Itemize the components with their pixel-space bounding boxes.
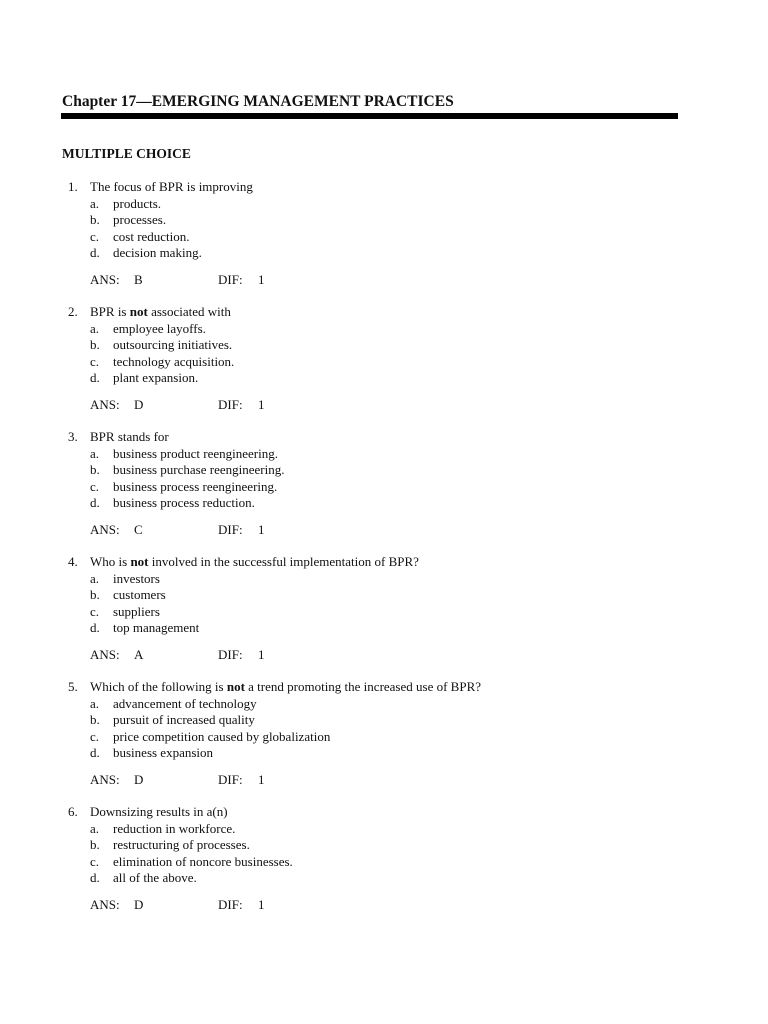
option-text: business purchase reengineering. <box>113 462 285 477</box>
answer-option <box>0 870 768 887</box>
option-text: business process reengineering. <box>113 478 278 494</box>
answer-key-row <box>0 272 768 289</box>
answer-option <box>0 321 768 338</box>
answer-value: B <box>134 271 143 287</box>
question-line <box>0 554 768 571</box>
answer-option <box>0 212 768 229</box>
question-item <box>0 679 768 804</box>
answer-option <box>0 245 768 262</box>
option-text: products. <box>113 195 162 211</box>
answer-value: D <box>134 771 144 787</box>
option-text: pursuit of increased quality <box>113 712 255 727</box>
option-text: all of the above. <box>113 870 197 885</box>
option-text: decision making. <box>113 245 202 260</box>
answer-label: ANS: <box>90 771 120 787</box>
answer-label: ANS: <box>90 521 120 537</box>
answer-key-row <box>0 397 768 414</box>
question-stem <box>90 304 231 321</box>
answer-option <box>0 620 768 637</box>
question-line <box>0 429 768 446</box>
stem-text: involved in the successful implementation of BPR? <box>148 554 419 569</box>
answer-value: D <box>134 896 144 912</box>
difficulty-value: 1 <box>258 396 265 412</box>
difficulty-label: DIF: <box>218 896 243 912</box>
stem-emphasis: not <box>130 554 149 569</box>
answer-option <box>0 604 768 621</box>
answer-option <box>0 229 768 246</box>
option-text: elimination of noncore businesses. <box>113 853 293 869</box>
option-letter: b. <box>90 337 100 352</box>
question-stem <box>90 679 481 696</box>
difficulty-value: 1 <box>258 521 265 537</box>
answer-option <box>0 354 768 371</box>
option-letter: d. <box>90 870 100 885</box>
question-list <box>0 179 768 929</box>
option-letter: b. <box>90 462 100 477</box>
answer-key-row <box>0 897 768 914</box>
answer-label: ANS: <box>90 396 120 412</box>
question-number: 2. <box>68 304 78 319</box>
answer-option <box>0 462 768 479</box>
question-line <box>0 304 768 321</box>
option-letter: c. <box>90 853 100 869</box>
answer-key-row <box>0 647 768 664</box>
option-letter: b. <box>90 587 100 602</box>
question-number: 3. <box>68 429 78 444</box>
option-letter: a. <box>90 695 100 711</box>
question-line <box>0 179 768 196</box>
option-text: top management <box>113 620 200 635</box>
answer-option <box>0 837 768 854</box>
question-number: 4. <box>68 554 78 569</box>
difficulty-value: 1 <box>258 646 265 662</box>
option-text: customers <box>113 587 166 602</box>
stem-text: The focus of BPR is improving <box>90 179 253 194</box>
option-letter: d. <box>90 745 100 760</box>
option-letter: b. <box>90 212 100 227</box>
section-heading: MULTIPLE CHOICE <box>62 146 191 161</box>
option-letter: d. <box>90 495 100 510</box>
title-rule <box>61 113 678 119</box>
question-line <box>0 804 768 821</box>
option-letter: b. <box>90 712 100 727</box>
stem-text: Who is <box>90 554 131 569</box>
option-text: business process reduction. <box>113 495 255 510</box>
question-stem <box>90 804 228 821</box>
difficulty-value: 1 <box>258 271 265 287</box>
answer-value: C <box>134 521 143 537</box>
answer-key-row <box>0 522 768 539</box>
stem-text: Which of the following is <box>90 679 227 694</box>
option-letter: c. <box>90 728 100 744</box>
option-text: outsourcing initiatives. <box>113 337 233 352</box>
answer-option <box>0 337 768 354</box>
question-stem <box>90 554 419 571</box>
answer-option <box>0 479 768 496</box>
question-line <box>0 679 768 696</box>
answer-option <box>0 854 768 871</box>
option-letter: c. <box>90 353 100 369</box>
stem-text: a trend promoting the increased use of BPR? <box>244 679 482 694</box>
option-text: restructuring of processes. <box>113 837 250 852</box>
answer-option <box>0 446 768 463</box>
question-item <box>0 304 768 429</box>
chapter-title: Chapter 17—EMERGING MANAGEMENT PRACTICES <box>62 93 454 110</box>
stem-text: associated with <box>147 304 231 319</box>
answer-value: D <box>134 396 144 412</box>
option-letter: a. <box>90 820 100 836</box>
question-item <box>0 429 768 554</box>
difficulty-label: DIF: <box>218 396 243 412</box>
answer-option <box>0 745 768 762</box>
answer-option <box>0 370 768 387</box>
answer-option <box>0 821 768 838</box>
question-stem <box>90 429 169 446</box>
option-letter: a. <box>90 320 100 336</box>
question-item <box>0 554 768 679</box>
option-letter: b. <box>90 837 100 852</box>
option-letter: c. <box>90 603 100 619</box>
question-number: 1. <box>68 179 78 194</box>
difficulty-value: 1 <box>258 896 265 912</box>
difficulty-label: DIF: <box>218 646 243 662</box>
answer-option <box>0 696 768 713</box>
answer-label: ANS: <box>90 271 120 287</box>
answer-option <box>0 495 768 512</box>
option-text: plant expansion. <box>113 370 199 385</box>
option-letter: d. <box>90 620 100 635</box>
difficulty-value: 1 <box>258 771 265 787</box>
answer-label: ANS: <box>90 646 120 662</box>
answer-option <box>0 587 768 604</box>
option-text: employee layoffs. <box>113 320 206 336</box>
stem-text: Downsizing results in a(n) <box>90 804 228 819</box>
option-text: processes. <box>113 212 167 227</box>
answer-option <box>0 196 768 213</box>
option-text: reduction in workforce. <box>113 820 236 836</box>
option-letter: d. <box>90 245 100 260</box>
answer-key-row <box>0 772 768 789</box>
difficulty-label: DIF: <box>218 271 243 287</box>
answer-option <box>0 712 768 729</box>
option-text: technology acquisition. <box>113 353 235 369</box>
option-letter: d. <box>90 370 100 385</box>
question-item <box>0 179 768 304</box>
option-letter: a. <box>90 445 100 461</box>
answer-option <box>0 729 768 746</box>
difficulty-label: DIF: <box>218 771 243 787</box>
option-text: price competition caused by globalization <box>113 728 331 744</box>
stem-emphasis: not <box>226 679 245 694</box>
option-text: business expansion <box>113 745 214 760</box>
difficulty-label: DIF: <box>218 521 243 537</box>
question-stem <box>90 179 253 196</box>
question-item <box>0 804 768 929</box>
option-letter: a. <box>90 570 100 586</box>
stem-text: BPR stands for <box>90 429 169 444</box>
option-text: advancement of technology <box>113 695 257 711</box>
option-text: investors <box>113 570 160 586</box>
question-number: 6. <box>68 804 78 819</box>
question-number: 5. <box>68 679 78 694</box>
option-letter: c. <box>90 478 100 494</box>
answer-label: ANS: <box>90 896 120 912</box>
option-text: suppliers <box>113 603 160 619</box>
option-text: cost reduction. <box>113 228 190 244</box>
option-letter: c. <box>90 228 100 244</box>
stem-emphasis: not <box>129 304 148 319</box>
option-text: business product reengineering. <box>113 445 278 461</box>
answer-option <box>0 571 768 588</box>
option-letter: a. <box>90 195 100 211</box>
stem-text: BPR is <box>90 304 130 319</box>
answer-value: A <box>134 646 144 662</box>
